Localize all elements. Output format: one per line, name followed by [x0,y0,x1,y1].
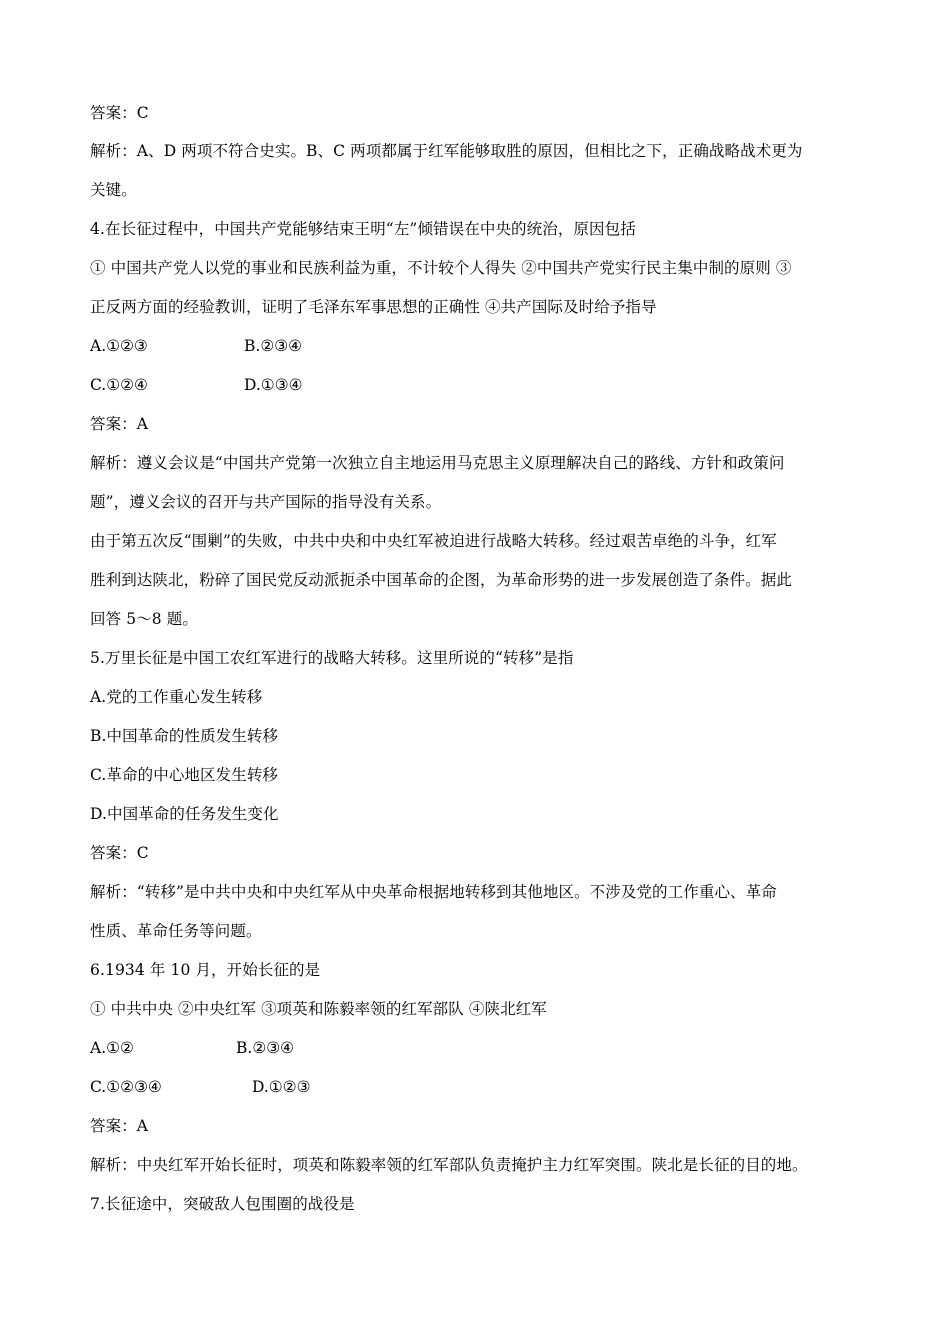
option-c: C.①②③④ [90,1078,162,1096]
answer-q3: 答案：C [90,104,149,122]
option-c: C.①②④ [90,376,148,394]
question-6: 6.1934 年 10 月，开始长征的是 [90,961,321,979]
question-5-option-d: D.中国革命的任务发生变化 [90,805,279,823]
question-5-option-c: C.革命的中心地区发生转移 [90,766,279,784]
option-d: D.①②③ [252,1078,311,1096]
question-6-items: ① 中共中央 ②中央红军 ③项英和陈毅率领的红军部队 ④陕北红军 [90,1000,547,1018]
question-4: 4.在长征过程中，中国共产党能够结束王明“左”倾错误在中央的统治，原因包括 [90,220,636,238]
analysis-q3-line1: 解析：A、D 两项不符合史实。B、C 两项都属于红军能够取胜的原因，但相比之下，正确战略战术更为 [90,142,803,160]
question-4-options-row1 [90,336,862,356]
question-4-items-line2: 正反两方面的经验教训，证明了毛泽东军事思想的正确性 ④共产国际及时给予指导 [90,298,657,316]
analysis-q5-line1: 解析：“转移”是中共中央和中央红军从中央革命根据地转移到其他地区。不涉及党的工作重心、革命 [90,883,777,901]
analysis-q5-line2: 性质、革命任务等问题。 [90,922,262,940]
question-6-options-row1 [90,1038,862,1058]
question-4-items-line1: ① 中国共产党人以党的事业和民族利益为重，不计较个人得失 ②中国共产党实行民主集中制的原则 ③ [90,259,792,277]
analysis-q4-line1: 解析：遵义会议是“中国共产党第一次独立自主地运用马克思主义原理解决自己的路线、方针和政策问 [90,454,785,472]
passage-line2: 胜利到达陕北，粉碎了国民党反动派扼杀中国革命的企图，为革命形势的进一步发展创造了条件。据此 [90,571,793,589]
question-5: 5.万里长征是中国工农红军进行的战略大转移。这里所说的“转移”是指 [90,649,574,667]
answer-q6: 答案：A [90,1117,149,1135]
answer-q4: 答案：A [90,415,149,433]
passage-line3: 回答 5～8 题。 [90,610,198,628]
document-page [90,0,862,1344]
question-6-options-row2 [90,1077,862,1097]
analysis-q6: 解析：中央红军开始长征时，项英和陈毅率领的红军部队负责掩护主力红军突围。陕北是长征的目的地。 [90,1156,808,1174]
question-5-option-a: A.党的工作重心发生转移 [90,688,263,706]
analysis-q4-line2: 题”，遵义会议的召开与共产国际的指导没有关系。 [90,493,442,511]
option-a: A.①② [90,1039,134,1057]
passage-line1: 由于第五次反“围剿”的失败，中共中央和中央红军被迫进行战略大转移。经过艰苦卓绝的斗争，红军 [90,532,777,550]
option-a: A.①②③ [90,337,148,355]
question-5-option-b: B.中国革命的性质发生转移 [90,727,279,745]
question-7: 7.长征途中，突破敌人包围圈的战役是 [90,1195,355,1213]
question-4-options-row2 [90,375,862,395]
option-d: D.①③④ [244,376,303,394]
answer-q5: 答案：C [90,844,149,862]
option-b: B.②③④ [244,337,303,355]
option-b: B.②③④ [236,1039,295,1057]
analysis-q3-line2: 关键。 [90,181,137,199]
